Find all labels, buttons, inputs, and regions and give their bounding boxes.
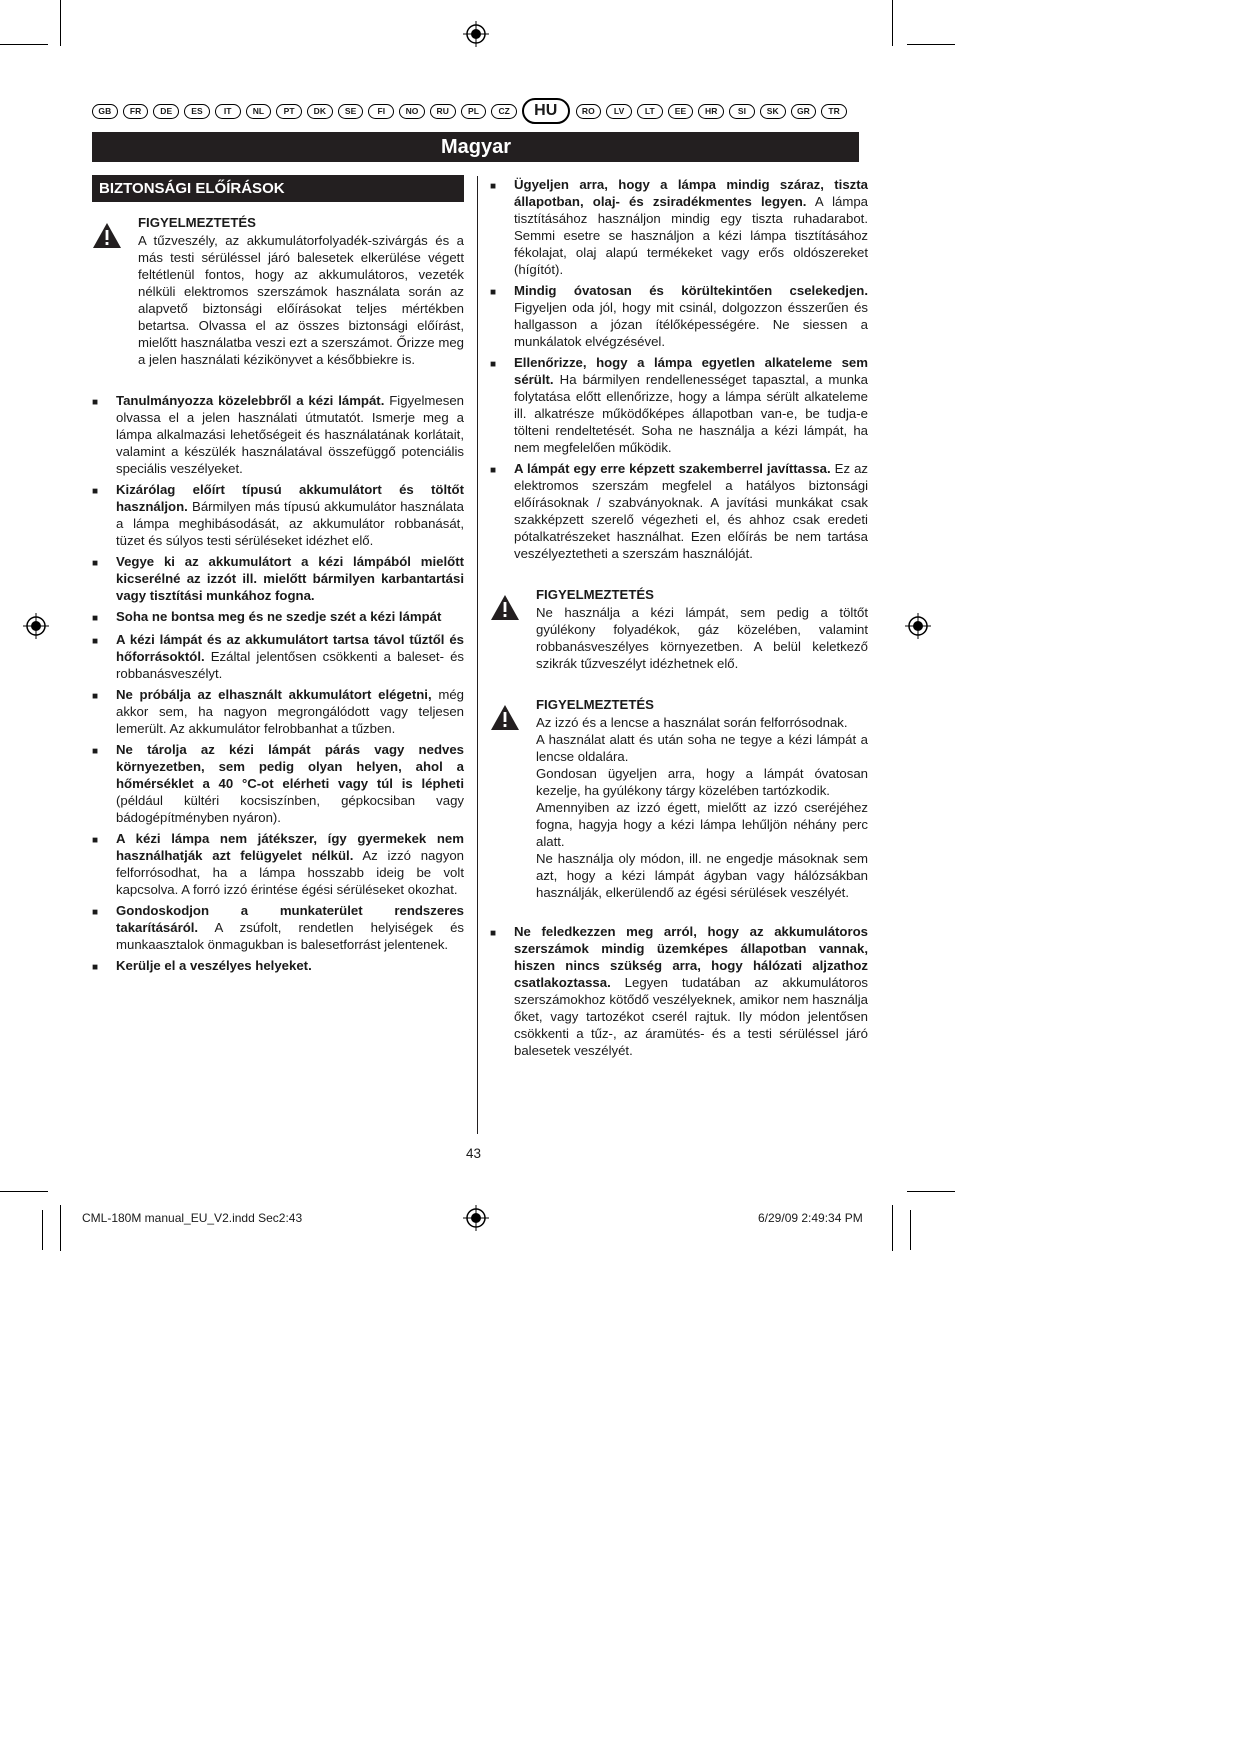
language-badge: SE (338, 104, 364, 119)
language-badge: CZ (491, 104, 517, 119)
warning-heading: FIGYELMEZTETÉS (536, 587, 654, 602)
language-badge: SI (729, 104, 755, 119)
list-item: ■ Ne feledkezzen meg arról, hogy az akkumulátoros szerszámok mindig üzemképes állapotban vannak, hiszen nincs szükség arra, hogy hálózati aljzathoz csatlakoztassa. Legyen tudatában az akkumulátoros szerszámokhoz kötődő veszélyeknek, amikor nem használja őket, vagy tartozékot cserél rajtuk. Ily módon jelentősen csökkenti a tűz-, az áramütés- és a testi sérüléssel járó balesetek veszélyét. (490, 924, 868, 1058)
language-badge: DK (307, 104, 333, 119)
right-column (490, 176, 868, 1063)
column-divider (477, 176, 478, 1134)
bullet-icon: ■ (92, 962, 99, 973)
language-badge: NL (246, 104, 272, 119)
footer-timestamp: 6/29/09 2:49:34 PM (758, 1211, 863, 1225)
language-badge: NO (399, 104, 425, 119)
list-item: ■ Ügyeljen arra, hogy a lámpa mindig száraz, tiszta állapotban, olaj- és zsiradékmentes legyen. A lámpa tisztításához használjon mindig egy tiszta ruhadarabot. Semmi esetre se használjon a kézi lámpa tisztításához fékolajat, olaj alapú termékeket vagy erős oldószereket (hígítót). (490, 177, 868, 277)
left-column (92, 214, 464, 980)
language-badge: ES (184, 104, 210, 119)
list-item: ■ Ne tárolja az kézi lámpát párás vagy nedves környezetben, sem pedig olyan helyen, ahol a hőmérséklet a 40 °C-ot elérheti vagy túl is lépheti (például kültéri kocsiszínben, gépkocsiban vagy bádogépítményben nyáron). (92, 742, 464, 825)
list-item: ■ A kézi lámpa nem játékszer, így gyermekek nem használhatják azt felügyelet nélkül. Az izzó nagyon felforrósodhat, ha a lámpa hosszabb ideig be volt kapcsolva. A forró izzó érintése égési sérüléseket okozhat. (92, 831, 464, 897)
bullet-icon: ■ (490, 359, 497, 370)
registration-mark-icon (463, 1205, 489, 1231)
bullet-icon: ■ (92, 907, 99, 918)
warning-block (490, 586, 868, 672)
footer-file-info: CML-180M manual_EU_V2.indd Sec2:43 (82, 1211, 303, 1225)
language-badge: DE (153, 104, 179, 119)
list-item: ■ Soha ne bontsa meg és ne szedje szét a kézi lámpát (92, 608, 464, 627)
crop-mark (60, 1205, 61, 1251)
warning-triangle-icon (490, 696, 536, 901)
bullet-icon: ■ (92, 835, 99, 846)
list-item: ■ A lámpát egy erre képzett szakemberrel javíttassa. Ez az elektromos szerszám megfelel a hatályos biztonsági előírásoknak / szabványoknak. A javítási munkákat csak szakképzett szerelő végezheti el, és ahhoz csak eredeti pótalkatrészeket használhat. Ezen előírás be nem tartása veszélyeztetheti a szerszám használóját. (490, 461, 868, 561)
crop-mark (910, 1210, 911, 1250)
list-item: ■ Kerülje el a veszélyes helyeket. (92, 957, 464, 976)
list-item: ■ A kézi lámpát és az akkumulátort tartsa távol tűztől és hőforrásoktól. Ezáltal jelentősen csökkenti a baleset- és robbanásveszélyt. (92, 632, 464, 681)
warning-text: A használat alatt és után soha ne tegye a kézi lámpát a lencse oldalára. (536, 732, 868, 764)
warning-text: Ne használja oly módon, ill. ne engedje másoknak sem azt, hogy a kézi lámpát ágyban vagy hálózsákban használják, elkerülendő az égési sérülések veszélyét. (536, 851, 868, 900)
crop-mark (0, 1191, 48, 1192)
bullet-icon: ■ (490, 465, 497, 476)
language-badge: HR (698, 104, 724, 119)
bullet-icon: ■ (92, 613, 99, 624)
registration-mark-icon (463, 21, 489, 47)
bullet-icon: ■ (92, 636, 99, 647)
language-badge: LV (606, 104, 632, 119)
warning-heading: FIGYELMEZTETÉS (536, 697, 654, 712)
registration-mark-icon (23, 613, 49, 639)
crop-mark (60, 0, 61, 46)
page-title: Magyar (92, 132, 859, 162)
warning-text: A tűzveszély, az akkumulátorfolyadék-szivárgás és a más testi sérüléssel járó balesetek elkerülése végett feltétlenül fontos, hogy az akkumulátoros, vezeték nélküli elektromos szerszámok használata során az alapvető biztonsági előírásokat teljes mértékben betartsa. Olvassa el az összes biztonsági előírást, mielőtt használatba veszi ezt a szerszámot. Őrizze meg a jelen használati kézikönyvet a későbbiekre is. (138, 233, 464, 367)
warning-heading: FIGYELMEZTETÉS (138, 215, 256, 230)
language-badge: GR (791, 104, 817, 119)
language-badge: LT (637, 104, 663, 119)
list-item: ■ Ellenőrizze, hogy a lámpa egyetlen alkateleme sem sérült. Ha bármilyen rendellenességet tapasztal, a munka folytatása előtt ellenőrizze, hogy a lámpa sérült alkateleme ill. alkatrésze működőképes állapotban van-e, be tudja-e tölteni rendeltetését. Soha ne használja a kézi lámpát, ha nem megfelelően működik. (490, 355, 868, 455)
language-badge: EE (668, 104, 694, 119)
page-number: 43 (466, 1146, 482, 1161)
warning-triangle-icon (92, 214, 138, 368)
list-item: ■ Vegye ki az akkumulátort a kézi lámpából mielőtt kicserélné az izzót ill. mielőtt bármilyen karbantartási vagy tisztítási munkához fogna. (92, 554, 464, 603)
bullet-icon: ■ (92, 746, 99, 757)
crop-mark (892, 1205, 893, 1251)
language-badge: IT (215, 104, 241, 119)
warning-block (92, 214, 464, 368)
bullet-icon: ■ (92, 486, 99, 497)
bullet-icon: ■ (490, 287, 497, 298)
language-badge: RU (430, 104, 456, 119)
language-badge: FI (368, 104, 394, 119)
language-selector-bar (92, 101, 852, 121)
warning-block (490, 696, 868, 901)
bullet-icon: ■ (490, 928, 497, 939)
language-badge: FR (123, 104, 149, 119)
list-item: ■ Mindig óvatosan és körültekintően cselekedjen. Figyeljen oda jól, hogy mit csinál, dolgozzon ésszerűen és hallgasson a józan ítélőképességére. Ne siessen a munkálatok elvégzésével. (490, 283, 868, 349)
language-badge-active: HU (522, 98, 569, 124)
bullet-icon: ■ (92, 397, 99, 408)
crop-mark (42, 1210, 43, 1250)
warning-triangle-icon (490, 586, 536, 672)
crop-mark (907, 44, 955, 45)
language-badge: SK (760, 104, 786, 119)
language-badge: PT (276, 104, 302, 119)
bullet-icon: ■ (92, 691, 99, 702)
section-title: BIZTONSÁGI ELŐÍRÁSOK (92, 175, 464, 202)
bullet-icon: ■ (490, 181, 497, 192)
language-badge: RO (576, 104, 602, 119)
crop-mark (0, 44, 48, 45)
list-item: ■ Kizárólag előírt típusú akkumulátort és töltőt használjon. Bármilyen más típusú akkumulátor használata a lámpa meghibásodását, az akkumulátor robbanását, tüzet és súlyos testi sérüléseket idézhet elő. (92, 482, 464, 548)
warning-text: Az izzó és a lencse a használat során felforrósodnak. (536, 715, 848, 730)
list-item: ■ Gondoskodjon a munkaterület rendszeres takarításáról. A zsúfolt, rendetlen helyiségek és munkaasztalok önmagukban is balesetforrást jelentenek. (92, 903, 464, 952)
language-badge: PL (461, 104, 487, 119)
crop-mark (892, 0, 893, 46)
crop-mark (907, 1191, 955, 1192)
warning-text: Amennyiben az izzó égett, mielőtt az izzó cseréjéhez fogna, hagyja hogy a kézi lámpa lehűljön néhány perc alatt. (536, 800, 868, 849)
list-item: ■ Tanulmányozza közelebbről a kézi lámpát. Figyelmesen olvassa el a jelen használati útmutatót. Ismerje meg a lámpa alkalmazási lehetőségeit és használatának korlátait, valamint a készülék használatával összefüggő potenciális speciális veszélyeket. (92, 393, 464, 476)
warning-text: Ne használja a kézi lámpát, sem pedig a töltőt gyúlékony folyadékok, gáz közelében, valamint robbanásveszélyes környezetben. A belül keletkező szikrák tűzveszélyt idézhetnek elő. (536, 605, 868, 671)
bullet-icon: ■ (92, 558, 99, 569)
warning-text: Gondosan ügyeljen arra, hogy a lámpát óvatosan kezelje, ha gyúlékony tárgy közelében tartózkodik. (536, 766, 868, 798)
list-item: ■ Ne próbálja az elhasznált akkumulátort elégetni, még akkor sem, ha nagyon megrongálódott vagy teljesen lemerült. Az akkumulátor felrobbanhat a tűzben. (92, 687, 464, 736)
language-badge: TR (821, 104, 847, 119)
language-badge: GB (92, 104, 118, 119)
registration-mark-icon (905, 613, 931, 639)
